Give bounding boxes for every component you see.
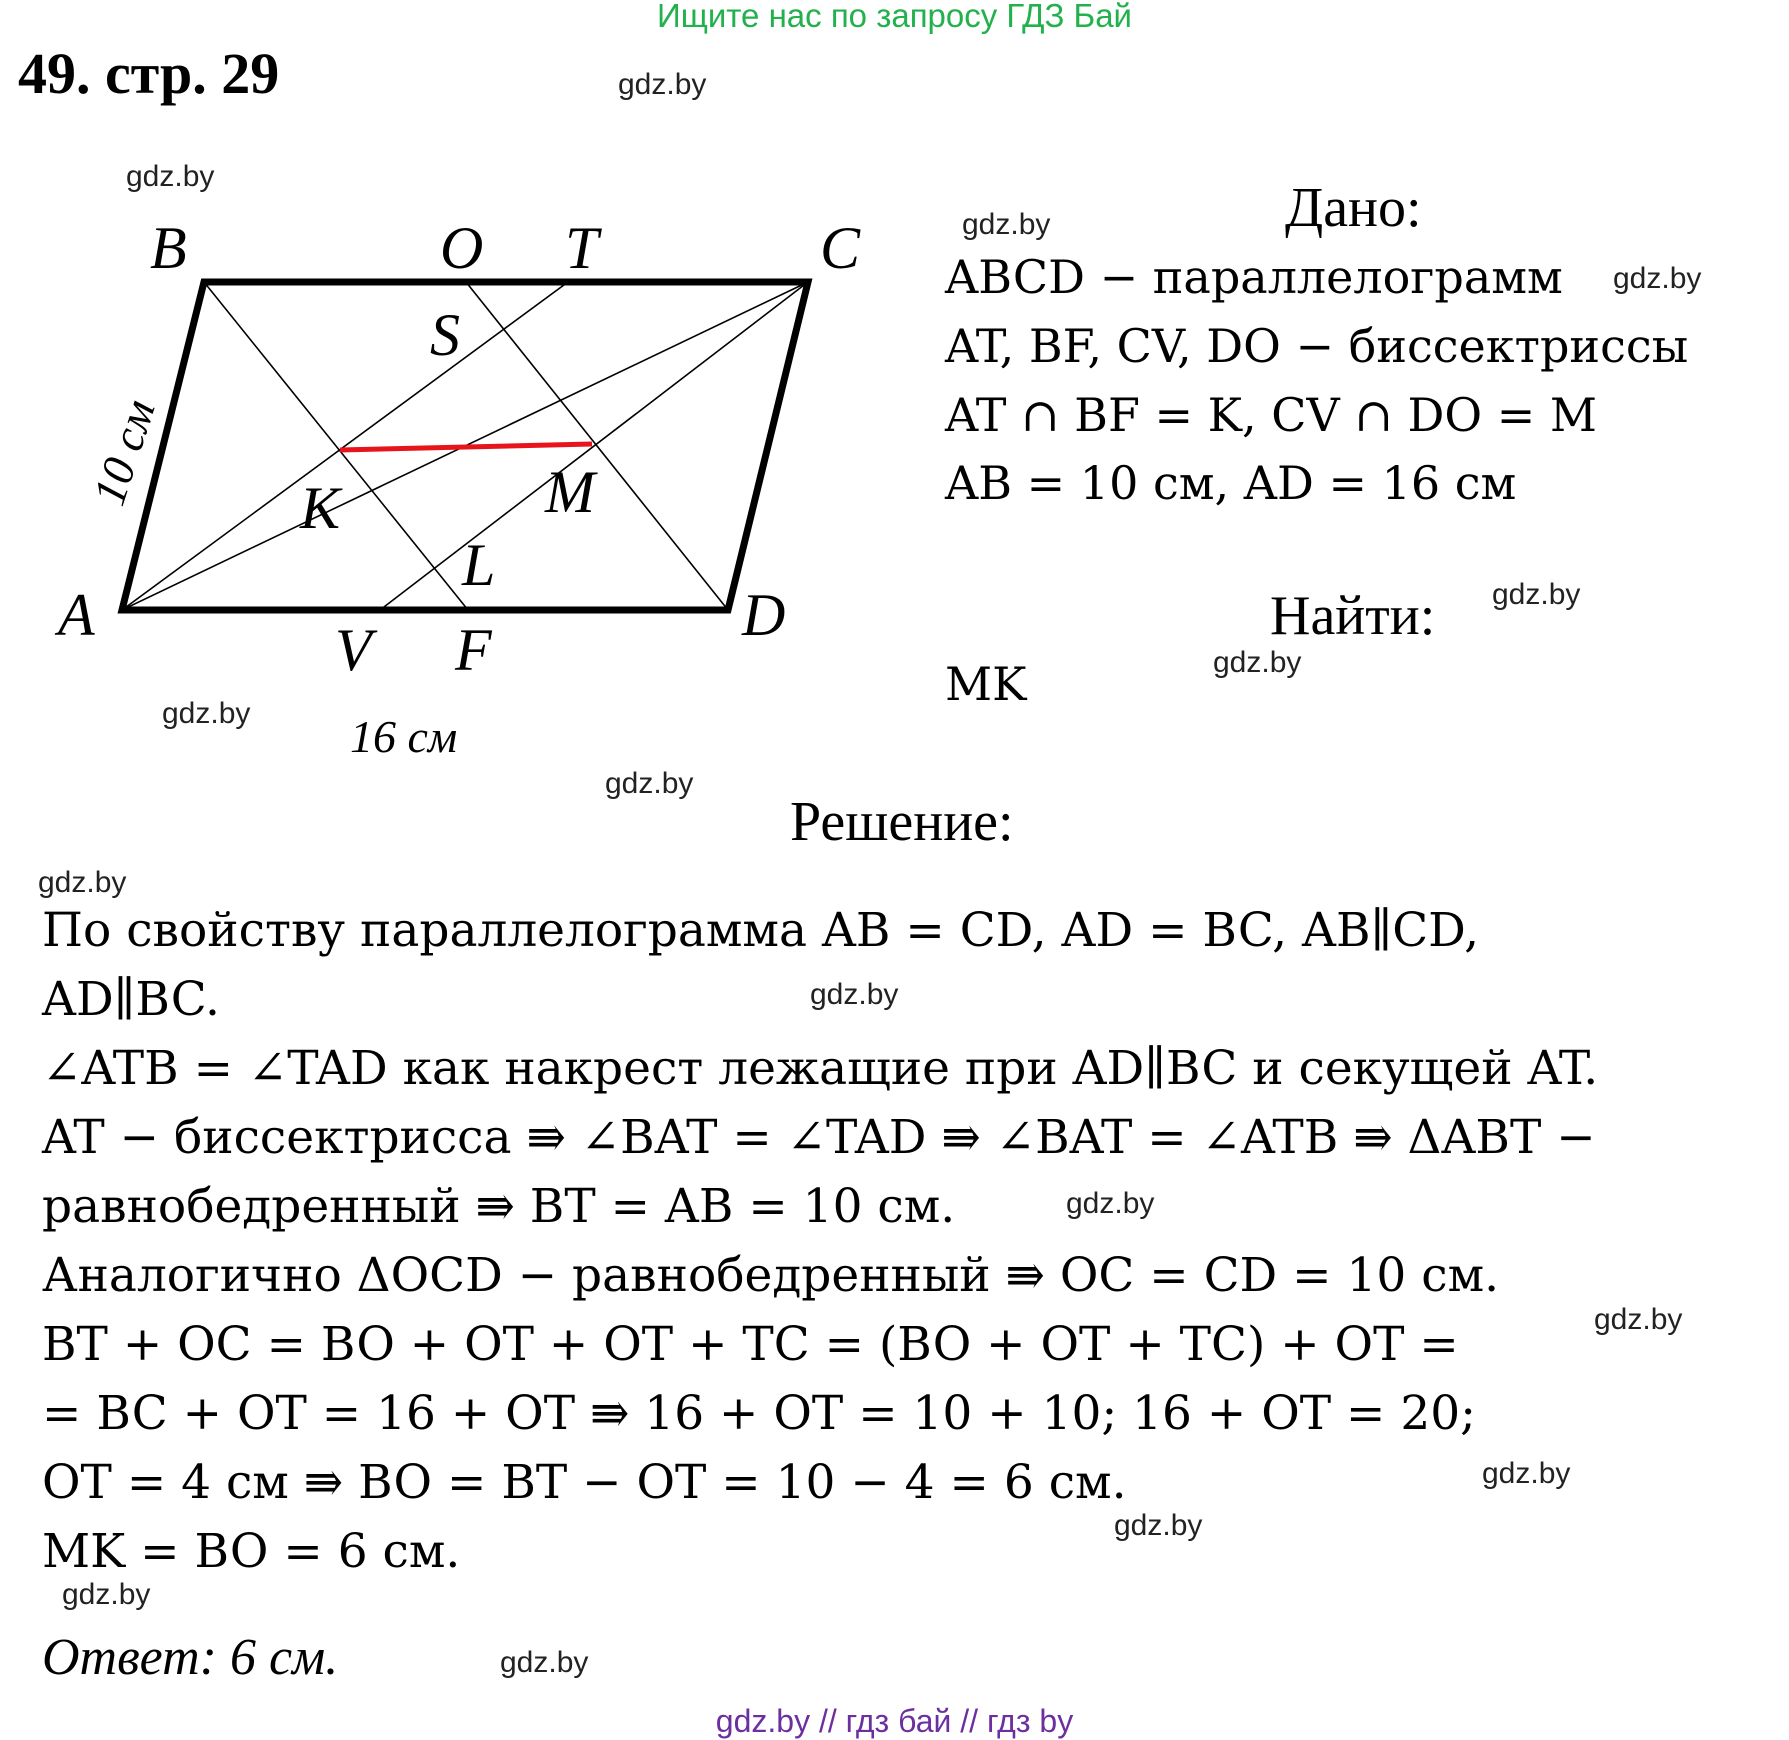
label-d: D <box>742 582 786 648</box>
solution-line: BT + OC = BO + OT + OT + TC = (BO + OT + TC) + OT = <box>42 1317 1459 1372</box>
label-s: S <box>430 302 460 368</box>
watermark: gdz.by <box>1066 1187 1155 1220</box>
label-c: C <box>820 215 861 281</box>
find-title: Найти: <box>1270 585 1436 647</box>
given-title: Дано: <box>1285 177 1422 239</box>
solution-line: MK = BO = 6 см. <box>42 1524 461 1579</box>
watermark: gdz.by <box>1114 1509 1203 1542</box>
watermark: gdz.by <box>38 866 127 899</box>
label-o: O <box>440 215 484 281</box>
solution-title: Решение: <box>790 791 1014 853</box>
watermark: gdz.by <box>1594 1303 1683 1336</box>
watermark: gdz.by <box>162 697 251 730</box>
watermark: gdz.by <box>1492 578 1581 611</box>
solution-line: OT = 4 см ⇛ BO = BT − OT = 10 − 4 = 6 см. <box>42 1455 1127 1510</box>
exercise-heading: 49. стр. 29 <box>18 41 280 106</box>
label-a: A <box>58 582 95 648</box>
solution-line: = BC + OT = 16 + OT ⇛ 16 + OT = 10 + 10; 16 + OT = 20; <box>42 1386 1477 1441</box>
label-k: K <box>300 475 341 541</box>
given-line: AT ∩ BF = K, CV ∩ DO = M <box>945 388 1597 442</box>
solution-line: AT − биссектрисса ⇛ ∠BAT = ∠TAD ⇛ ∠BAT = ∠ATB ⇛ ΔABT − <box>42 1110 1596 1165</box>
label-t: T <box>565 215 599 281</box>
answer: Ответ: 6 см. <box>42 1629 339 1686</box>
solution-line: AD∥BC. <box>42 972 220 1027</box>
label-b: B <box>150 215 187 281</box>
watermark: gdz.by <box>962 208 1051 241</box>
watermark: gdz.by <box>618 68 707 101</box>
label-l: L <box>462 532 496 598</box>
label-m: M <box>545 459 595 525</box>
label-f: F <box>455 617 492 683</box>
given-line: AT, BF, CV, DO − биссектриссы <box>945 319 1689 373</box>
watermark: gdz.by <box>62 1578 151 1611</box>
solution-line: По свойству параллелограмма AB = CD, AD = BC, AB∥CD, <box>42 903 1480 958</box>
watermark: gdz.by <box>126 160 215 193</box>
given-line: ABCD − параллелограмм <box>945 250 1563 304</box>
segment-km <box>340 444 592 450</box>
watermark: gdz.by <box>500 1646 589 1679</box>
given-line: AB = 10 см, AD = 16 см <box>945 456 1517 510</box>
solution-line: Аналогично ΔOCD − равнобедренный ⇛ OC = CD = 10 см. <box>42 1248 1500 1303</box>
watermark: gdz.by <box>1482 1457 1571 1490</box>
solution-line: ∠ATB = ∠TAD как накрест лежащие при AD∥BC и секущей AT. <box>42 1041 1599 1096</box>
side-ad-length: 16 см <box>350 711 458 762</box>
footer-links: gdz.by // гдз бай // гдз by <box>715 1703 1074 1739</box>
find-value: MK <box>945 657 1027 711</box>
label-v: V <box>335 617 372 683</box>
side-ab-length: 10 см <box>83 393 165 512</box>
solution-line: равнобедренный ⇛ BT = AB = 10 см. <box>42 1179 956 1234</box>
parallelogram-diagram <box>0 0 900 780</box>
watermark: gdz.by <box>1213 646 1302 679</box>
watermark: gdz.by <box>810 978 899 1011</box>
search-banner: Ищите нас по запросу ГДЗ Бай <box>657 0 1132 34</box>
watermark: gdz.by <box>1613 262 1702 295</box>
watermark: gdz.by <box>605 767 694 800</box>
